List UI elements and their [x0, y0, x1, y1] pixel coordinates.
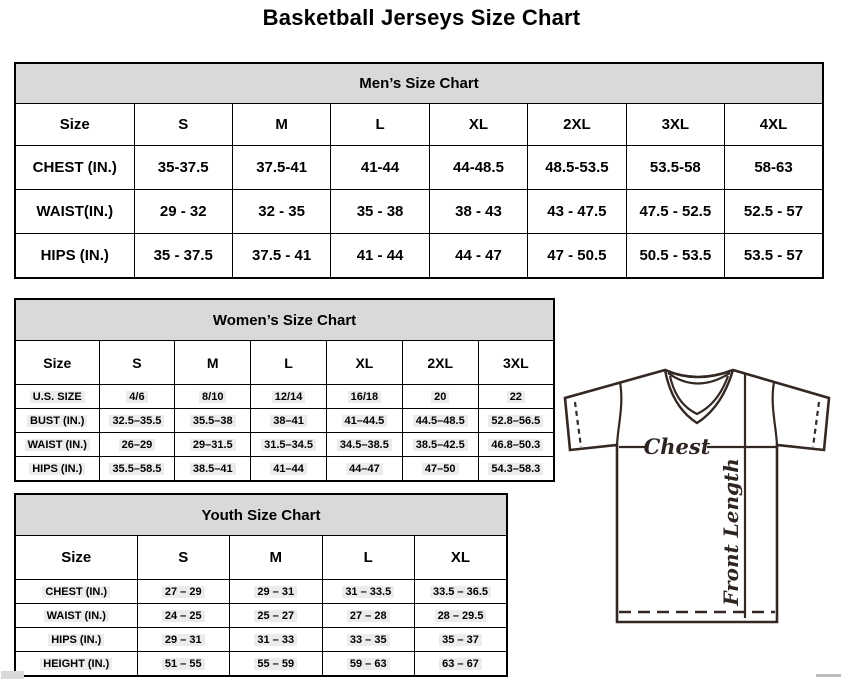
cell-text: 33.5 – 36.5 [430, 586, 491, 598]
size-cell [230, 604, 323, 628]
size-cell: 53.5-58 [626, 146, 724, 190]
cell-text: 46.8–50.3 [488, 439, 543, 451]
size-cell [230, 628, 323, 652]
cell-text: 55 – 59 [254, 658, 297, 670]
col-header: 2XL [528, 104, 626, 146]
size-cell [251, 385, 327, 409]
size-cell: 43 - 47.5 [528, 190, 626, 234]
size-cell: 41-44 [331, 146, 429, 190]
size-cell [478, 457, 554, 482]
womens-size-table [14, 298, 555, 482]
size-cell: 29 - 32 [134, 190, 232, 234]
mens-size-table [14, 62, 824, 279]
size-cell: 38 - 43 [429, 190, 527, 234]
cell-text: 41–44.5 [342, 415, 388, 427]
cell-text: 34.5–38.5 [337, 439, 392, 451]
cell-text: 52.8–56.5 [488, 415, 543, 427]
size-cell: 37.5-41 [232, 146, 330, 190]
cell-text: 32.5–35.5 [109, 415, 164, 427]
row-label [15, 457, 99, 482]
size-cell: 44-48.5 [429, 146, 527, 190]
col-header: 4XL [725, 104, 823, 146]
cell-text: 26–29 [119, 439, 156, 451]
table-row [15, 433, 554, 457]
row-label-text: WAIST (IN.) [44, 610, 109, 622]
col-header: Size [15, 104, 134, 146]
cell-text: 4/6 [126, 391, 147, 403]
cell-text: 47–50 [422, 463, 459, 475]
col-header: L [331, 104, 429, 146]
youth-size-table [14, 493, 508, 677]
size-cell [99, 457, 175, 482]
row-label-text: HEIGHT (IN.) [40, 658, 112, 670]
col-header: S [99, 341, 175, 385]
table-header-band [15, 299, 554, 341]
col-header: 3XL [478, 341, 554, 385]
size-cell: 32 - 35 [232, 190, 330, 234]
size-cell: 50.5 - 53.5 [626, 234, 724, 279]
col-header: XL [415, 536, 508, 580]
row-label-text: BUST (IN.) [27, 415, 87, 427]
cell-text: 31 – 33 [254, 634, 297, 646]
vneck-inner [670, 376, 728, 414]
cuff-dashed-right [813, 402, 819, 447]
size-cell [402, 385, 478, 409]
size-cell [322, 604, 415, 628]
mens-header-row [15, 104, 823, 146]
size-cell [478, 409, 554, 433]
cell-text: 29–31.5 [190, 439, 236, 451]
size-cell [175, 385, 251, 409]
cell-text: 28 – 29.5 [435, 610, 487, 622]
cell-text: 29 – 31 [162, 634, 205, 646]
size-cell [322, 652, 415, 677]
size-cell [322, 628, 415, 652]
size-cell [137, 604, 230, 628]
size-cell: 47.5 - 52.5 [626, 190, 724, 234]
table-row [15, 652, 507, 677]
col-header: S [137, 536, 230, 580]
cell-text: 29 – 31 [254, 586, 297, 598]
size-cell [326, 457, 402, 482]
size-cell [230, 652, 323, 677]
cell-text: 51 – 55 [162, 658, 205, 670]
cell-text: 54.3–58.3 [488, 463, 543, 475]
cell-text: 35.5–58.5 [109, 463, 164, 475]
row-label-text: CHEST (IN.) [42, 586, 110, 598]
womens-table-title: Women’s Size Chart [15, 299, 554, 341]
col-header: M [175, 341, 251, 385]
size-cell [137, 628, 230, 652]
size-cell [99, 433, 175, 457]
col-header: Size [15, 536, 137, 580]
cell-text: 27 – 29 [162, 586, 205, 598]
size-cell [402, 457, 478, 482]
size-cell: 37.5 - 41 [232, 234, 330, 279]
armhole-seam-right [773, 382, 777, 445]
size-cell: 47 - 50.5 [528, 234, 626, 279]
cell-text: 24 – 25 [162, 610, 205, 622]
size-cell [326, 385, 402, 409]
size-cell [137, 652, 230, 677]
cell-text: 63 – 67 [439, 658, 482, 670]
col-header: S [134, 104, 232, 146]
size-cell [99, 385, 175, 409]
cell-text: 25 – 27 [254, 610, 297, 622]
size-cell [402, 433, 478, 457]
size-cell [251, 409, 327, 433]
size-cell [415, 652, 508, 677]
size-cell [478, 385, 554, 409]
row-label-text: WAIST (IN.) [25, 439, 90, 451]
row-label [15, 652, 137, 677]
size-cell: 35 - 38 [331, 190, 429, 234]
jersey-outline [565, 370, 829, 622]
cell-text: 44.5–48.5 [413, 415, 468, 427]
size-cell [478, 433, 554, 457]
col-header: XL [326, 341, 402, 385]
row-label [15, 604, 137, 628]
cell-text: 16/18 [348, 391, 382, 403]
row-label: HIPS (IN.) [15, 234, 134, 279]
table-row [15, 604, 507, 628]
size-cell [137, 580, 230, 604]
row-label [15, 433, 99, 457]
size-cell [230, 580, 323, 604]
col-header: L [251, 341, 327, 385]
cell-text: 20 [431, 391, 449, 403]
col-header: Size [15, 341, 99, 385]
size-cell: 53.5 - 57 [725, 234, 823, 279]
table-row [15, 628, 507, 652]
armhole-seam-left [617, 382, 621, 445]
row-label [15, 628, 137, 652]
row-label-text: HIPS (IN.) [48, 634, 104, 646]
jersey-measurement-diagram [556, 360, 836, 632]
table-header-band [15, 494, 507, 536]
size-cell [251, 433, 327, 457]
cell-text: 31.5–34.5 [261, 439, 316, 451]
row-label: WAIST(IN.) [15, 190, 134, 234]
size-cell: 41 - 44 [331, 234, 429, 279]
size-cell [415, 604, 508, 628]
table-row [15, 580, 507, 604]
col-header: L [322, 536, 415, 580]
table-header-band [15, 63, 823, 104]
cell-text: 31 – 33.5 [342, 586, 394, 598]
mens-table-title: Men’s Size Chart [15, 63, 823, 104]
scrollbar-fragment-right [816, 674, 841, 677]
row-label [15, 580, 137, 604]
cell-text: 22 [507, 391, 525, 403]
size-cell: 52.5 - 57 [725, 190, 823, 234]
size-cell: 48.5-53.5 [528, 146, 626, 190]
size-cell [175, 409, 251, 433]
youth-table-title: Youth Size Chart [15, 494, 507, 536]
row-label [15, 409, 99, 433]
size-cell: 58-63 [725, 146, 823, 190]
table-row [15, 385, 554, 409]
col-header: M [230, 536, 323, 580]
cell-text: 35.5–38 [190, 415, 236, 427]
cuff-dashed-left [575, 402, 581, 447]
cell-text: 27 – 28 [347, 610, 390, 622]
size-cell [175, 457, 251, 482]
size-cell: 44 - 47 [429, 234, 527, 279]
col-header: XL [429, 104, 527, 146]
cell-text: 8/10 [199, 391, 226, 403]
size-cell [326, 433, 402, 457]
youth-header-row [15, 536, 507, 580]
table-row [15, 457, 554, 482]
cell-text: 59 – 63 [347, 658, 390, 670]
col-header: 2XL [402, 341, 478, 385]
cell-text: 12/14 [272, 391, 306, 403]
col-header: 3XL [626, 104, 724, 146]
size-cell [326, 409, 402, 433]
table-row [15, 409, 554, 433]
front-length-label: Front Length [719, 458, 743, 606]
size-cell [415, 580, 508, 604]
size-cell [99, 409, 175, 433]
row-label: CHEST (IN.) [15, 146, 134, 190]
size-cell [415, 628, 508, 652]
row-label-text: U.S. SIZE [30, 391, 85, 403]
cell-text: 35 – 37 [439, 634, 482, 646]
table-row [15, 146, 823, 190]
size-cell [175, 433, 251, 457]
scrollbar-fragment-left [1, 671, 24, 679]
table-row [15, 190, 823, 234]
cell-text: 38.5–41 [190, 463, 236, 475]
chest-label: Chest [643, 434, 711, 459]
table-row [15, 234, 823, 279]
size-cell [402, 409, 478, 433]
cell-text: 44–47 [346, 463, 383, 475]
cell-text: 41–44 [270, 463, 307, 475]
row-label [15, 385, 99, 409]
size-cell: 35 - 37.5 [134, 234, 232, 279]
size-cell [251, 457, 327, 482]
cell-text: 38–41 [270, 415, 307, 427]
womens-header-row [15, 341, 554, 385]
row-label-text: HIPS (IN.) [29, 463, 85, 475]
size-cell [322, 580, 415, 604]
size-cell: 35-37.5 [134, 146, 232, 190]
cell-text: 38.5–42.5 [413, 439, 468, 451]
cell-text: 33 – 35 [347, 634, 390, 646]
page-title: Basketball Jerseys Size Chart [262, 5, 581, 30]
col-header: M [232, 104, 330, 146]
